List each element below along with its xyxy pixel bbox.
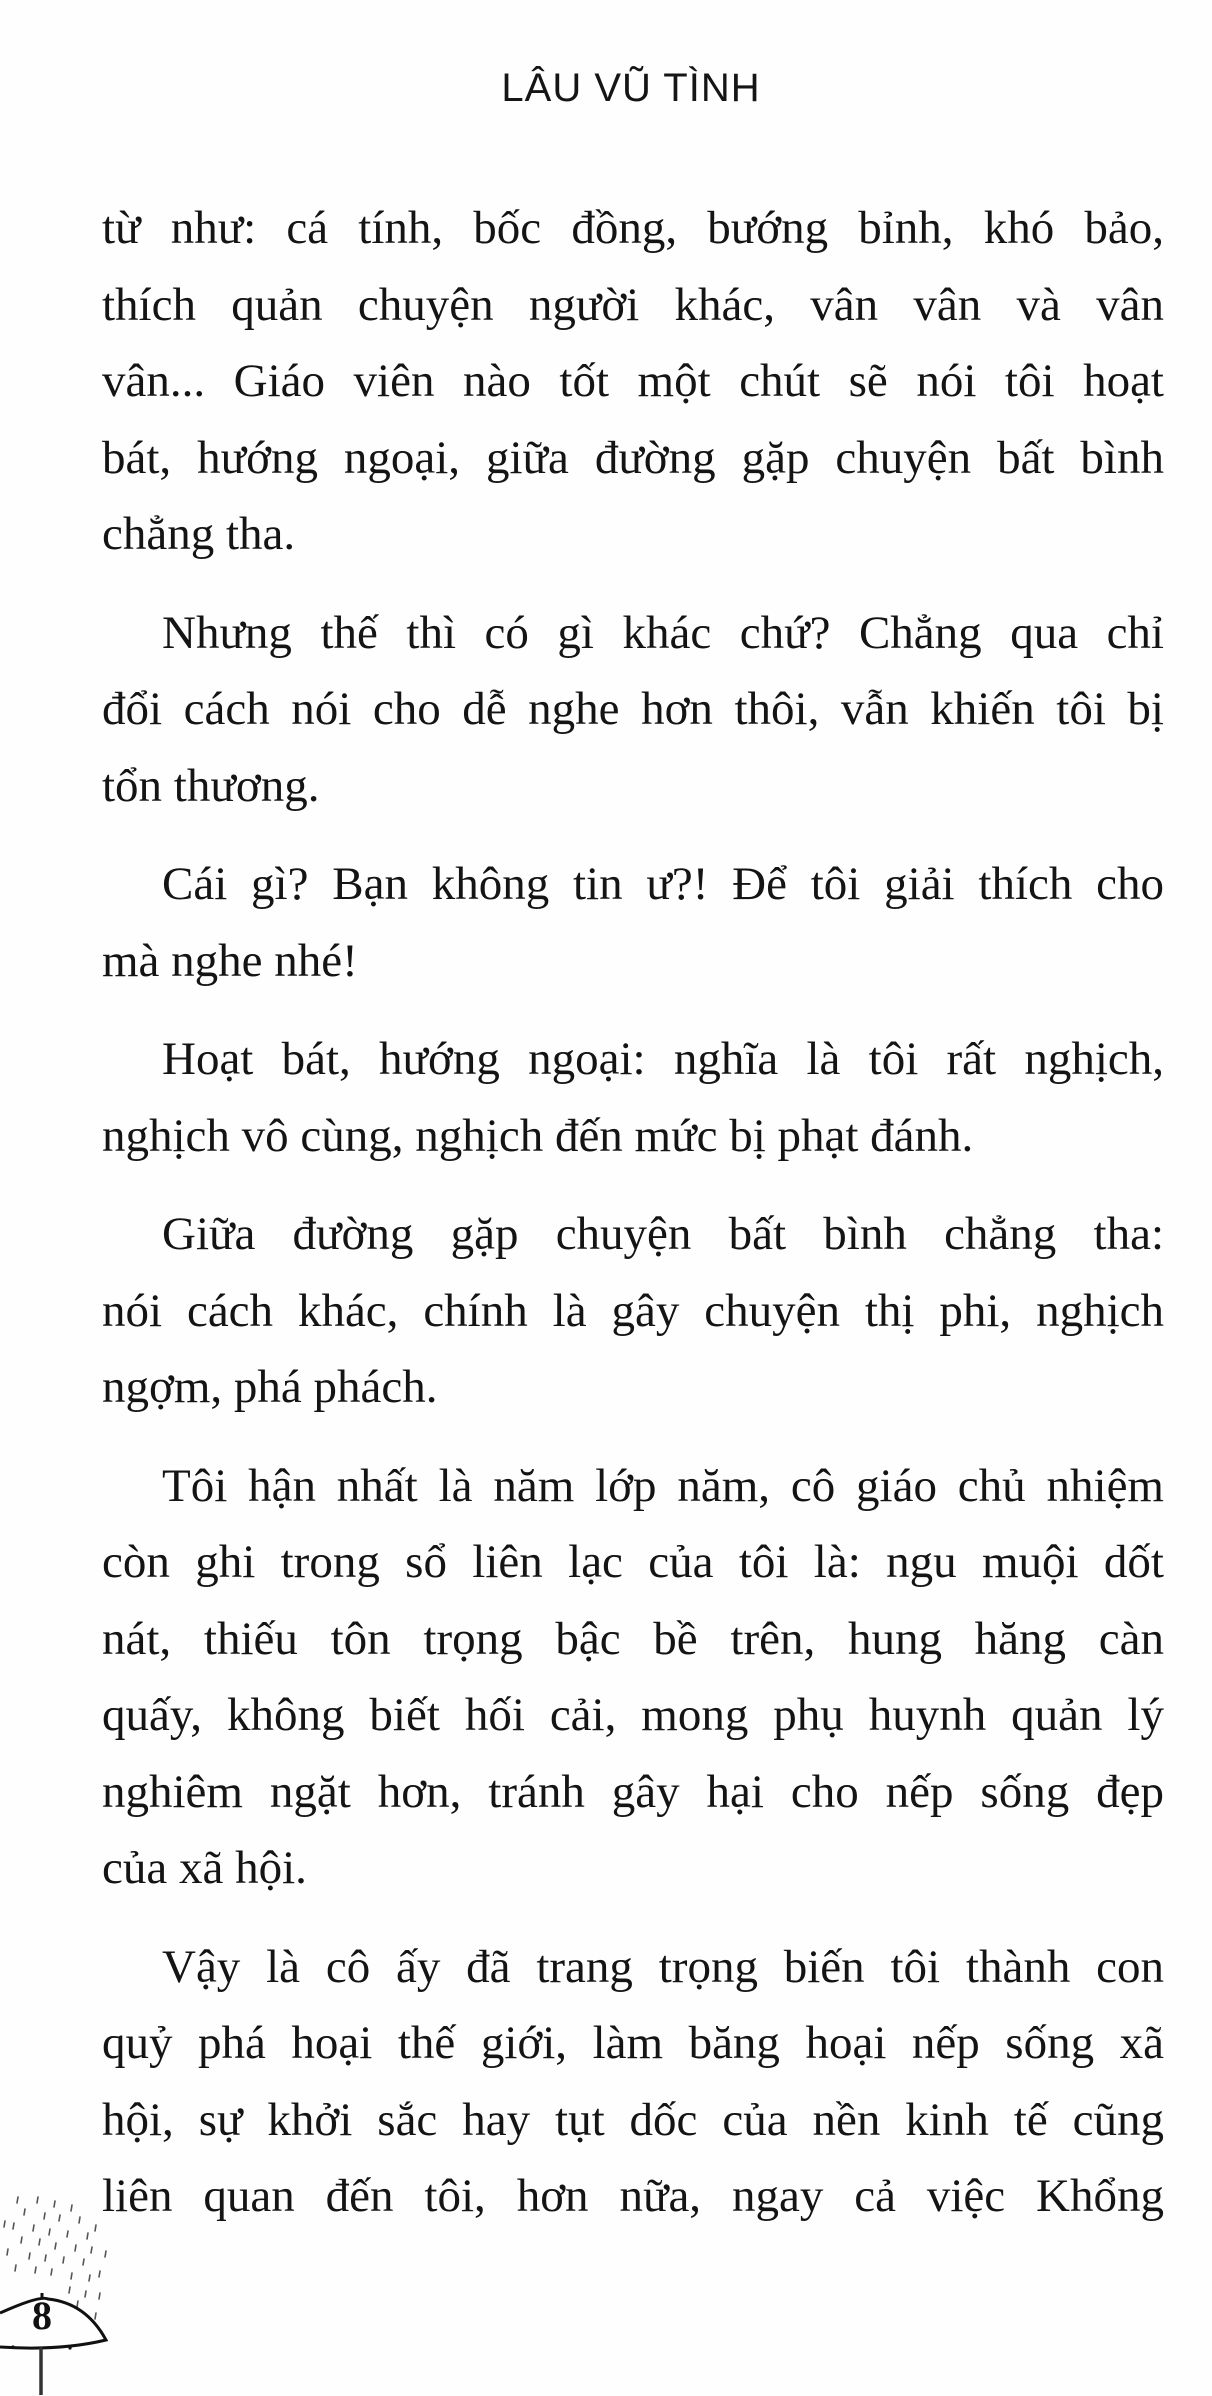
paragraph-6 xyxy=(102,1448,1164,1907)
text-line: quỷ phá hoại thế giới, làm băng hoại nếp sống xã xyxy=(102,2017,1164,2069)
text-line: nghiêm ngặt hơn, tránh gây hại cho nếp sống đẹp xyxy=(102,1765,1164,1818)
paragraph-7 xyxy=(102,1929,1164,2235)
text-line: nói cách khác, chính là gây chuyện thị phi, nghịch xyxy=(102,1284,1164,1337)
umbrella-rain-icon xyxy=(0,2195,130,2395)
text-line: vân... Giáo viên nào tốt một chút sẽ nói tôi hoạt xyxy=(102,355,1164,407)
text-line: quấy, không biết hối cải, mong phụ huynh quản lý xyxy=(102,1689,1164,1741)
umbrella-handle xyxy=(27,2349,41,2395)
text-line: Giữa đường gặp chuyện bất bình chẳng tha: xyxy=(162,1208,1164,1260)
text-line: nát, thiếu tôn trọng bậc bề trên, hung hăng càn xyxy=(102,1612,1164,1665)
page-number: 8 xyxy=(32,2293,52,2338)
text-line: đổi cách nói cho dễ nghe hơn thôi, vẫn khiến tôi bị xyxy=(102,683,1164,735)
body-text xyxy=(102,190,1164,2257)
text-line: Tôi hận nhất là năm lớp năm, cô giáo chủ nhiệm xyxy=(162,1459,1164,1512)
text-line: Vậy là cô ấy đã trang trọng biến tôi thành con xyxy=(162,1940,1164,1993)
text-line: tổn thương. xyxy=(102,759,320,812)
running-header: LÂU VŨ TÌNH xyxy=(501,66,761,110)
paragraph-4 xyxy=(102,1021,1164,1174)
text-line: của xã hội. xyxy=(102,1842,307,1894)
text-line: từ như: cá tính, bốc đồng, bướng bỉnh, khó bảo, xyxy=(102,202,1164,254)
text-line: mà nghe nhé! xyxy=(102,934,358,987)
text-line: còn ghi trong sổ liên lạc của tôi là: ngu muội dốt xyxy=(102,1536,1164,1588)
text-line: chẳng tha. xyxy=(102,508,296,560)
text-line: Cái gì? Bạn không tin ư?! Để tôi giải thích cho xyxy=(162,858,1164,910)
text-line: ngợm, phá phách. xyxy=(102,1361,438,1413)
text-line: thích quản chuyện người khác, vân vân và vân xyxy=(102,278,1164,331)
paragraph-1 xyxy=(102,190,1164,573)
text-line: nghịch vô cùng, nghịch đến mức bị phạt đánh. xyxy=(102,1109,974,1162)
paragraph-3 xyxy=(102,846,1164,999)
paragraph-5 xyxy=(102,1196,1164,1426)
text-line: hội, sự khởi sắc hay tụt dốc của nền kinh tế cũng xyxy=(102,2093,1164,2146)
text-line: bát, hướng ngoại, giữa đường gặp chuyện bất bình xyxy=(102,431,1164,484)
text-line: Nhưng thế thì có gì khác chứ? Chẳng qua chỉ xyxy=(162,606,1164,659)
paragraph-2 xyxy=(102,595,1164,825)
text-line: liên quan đến tôi, hơn nữa, ngay cả việc Khổng xyxy=(102,2170,1164,2222)
text-line: Hoạt bát, hướng ngoại: nghĩa là tôi rất nghịch, xyxy=(162,1033,1164,1085)
